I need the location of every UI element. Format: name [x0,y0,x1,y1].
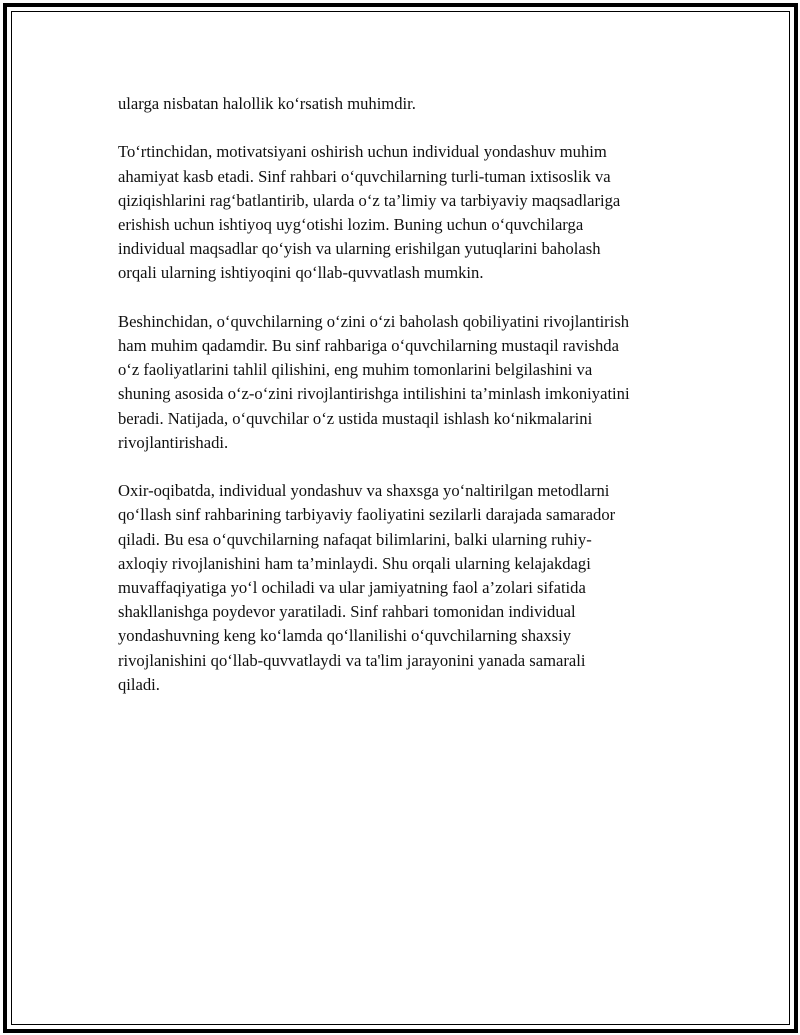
paragraph-continuation: ularga nisbatan halollik ko‘rsatish muhimdir. [118,94,416,113]
paragraph-self-assessment: Beshinchidan, o‘quvchilarning o‘zini o‘zi baholash qobiliyatini rivojlantirish ham muhim qadamdir. Bu sinf rahbariga o‘quvchilarning mustaqil ravishda o‘z faoliyatlarini tahlil qilishini, eng muhim tomonlarini belgilashini va shuning asosida o‘z-o‘zini rivojlantirishga intilishini ta’minlash imkoniyatini beradi. Natijada, o‘quvchilar o‘z ustida mustaqil ishlash ko‘nikmalarini rivojlantirishadi. [118,311,630,452]
document-body [118,92,690,721]
paragraph-motivation: To‘rtinchidan, motivatsiyani oshirish uchun individual yondashuv muhim ahamiyat kasb etadi. Sinf rahbari o‘quvchilarning turli-tuman ixtisoslik va qiziqishlarini rag‘batlantirib, ularda o‘z ta’limiy va tarbiyaviy maqsadlariga erishish uchun ishtiyoq uyg‘otishi lozim. Buning uchun o‘quvchilarga individual maqsadlar qo‘yish va ularning erishilgan yutuqlarini baholash orqali ularning ishtiyoqini qo‘llab-quvvatlash mumkin. [118,142,621,283]
paragraph-conclusion: Oxir-oqibatda, individual yondashuv va shaxsga yo‘naltirilgan metodlarni qo‘llash sinf rahbarining tarbiyaviy faoliyatini sezilarli darajada samarador qiladi. Bu esa o‘quvchilarning nafaqat bilimlarini, balki ularning ruhiy- axloqiy rivojlanishini ham ta’minlaydi. Shu orqali ularning kelajakdagi muvaffaqiyatiga yo‘l ochiladi va ular jamiyatning faol a’zolari sifatida shakllanishga poydevor yaratiladi. Sinf rahbari tomonidan individual yondashuvning keng ko‘lamda qo‘llanilishi o‘quvchilarning shaxsiy rivojlanishini qo‘llab-quvvatlaydi va ta'lim jarayonini yanada samarali qiladi. [118,481,616,694]
